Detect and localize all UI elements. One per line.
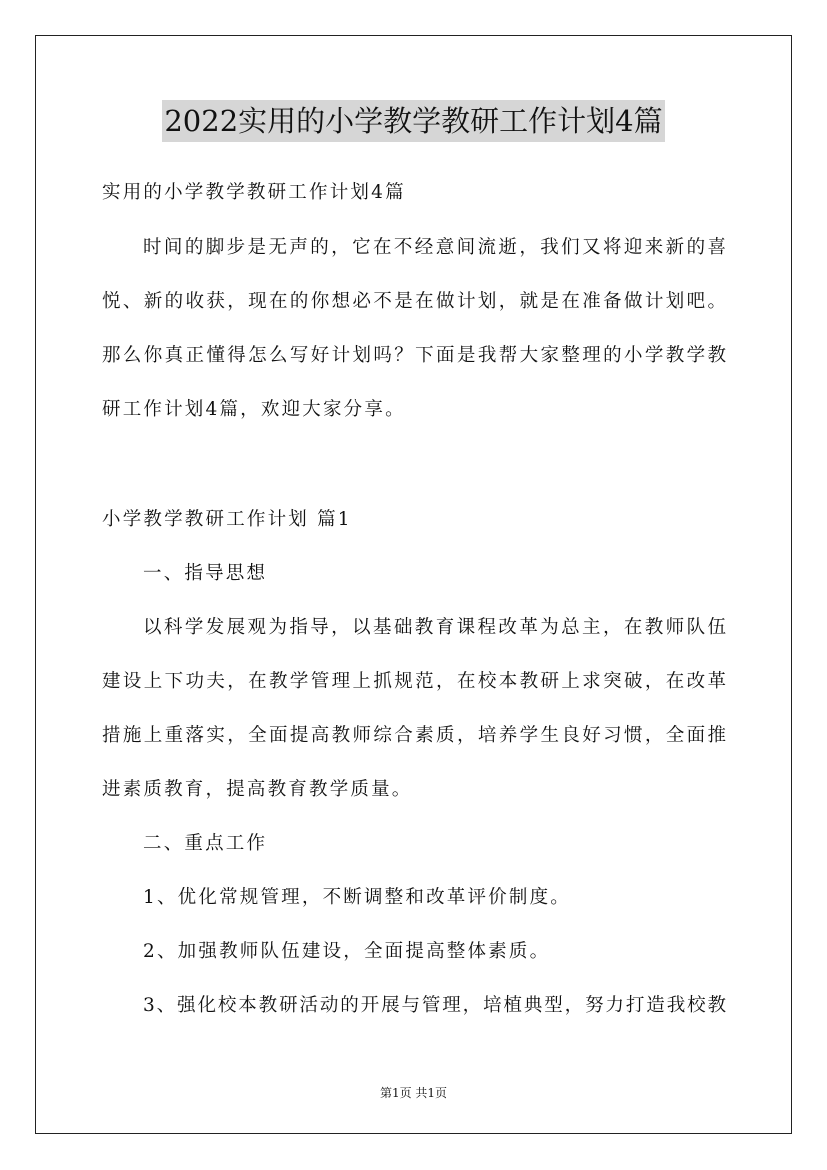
paragraph-1-line-3: 措施上重落实，全面提高教师综合素质，培养学生良好习惯，全面推 [102,725,726,746]
list-item-3: 3、强化校本教研活动的开展与管理，培植典型，努力打造我校教 [143,995,726,1016]
title-container [0,100,827,142]
intro-line-1: 时间的脚步是无声的，它在不经意间流逝，我们又将迎来新的喜 [143,237,726,258]
list-item-2: 2、加强教师队伍建设，全面提高整体素质。 [143,941,551,962]
intro-line-2: 悦、新的收获，现在的你想必不是在做计划，就是在准备做计划吧。 [102,291,726,312]
paragraph-1-line-4: 进素质教育，提高教育教学质量。 [102,779,413,800]
paragraph-1-line-2: 建设上下功夫，在教学管理上抓规范，在校本教研上求突破，在改革 [102,671,726,692]
document-title: 2022实用的小学教学教研工作计划4篇 [162,100,664,142]
list-item-1: 1、优化常规管理，不断调整和改革评价制度。 [143,887,571,908]
page-footer: 第1页 共1页 [379,1086,448,1100]
section-heading: 小学教学教研工作计划 篇1 [102,509,352,530]
intro-line-4: 研工作计划4篇，欢迎大家分享。 [102,399,406,420]
heading-guiding-ideology: 一、指导思想 [143,563,268,584]
document-subtitle: 实用的小学教学教研工作计划4篇 [102,182,406,203]
paragraph-1-line-1: 以科学发展观为指导，以基础教育课程改革为总主，在教师队伍 [143,617,726,638]
intro-line-3: 那么你真正懂得怎么写好计划吗？下面是我帮大家整理的小学教学教 [102,345,726,366]
heading-key-work: 二、重点工作 [143,833,268,854]
